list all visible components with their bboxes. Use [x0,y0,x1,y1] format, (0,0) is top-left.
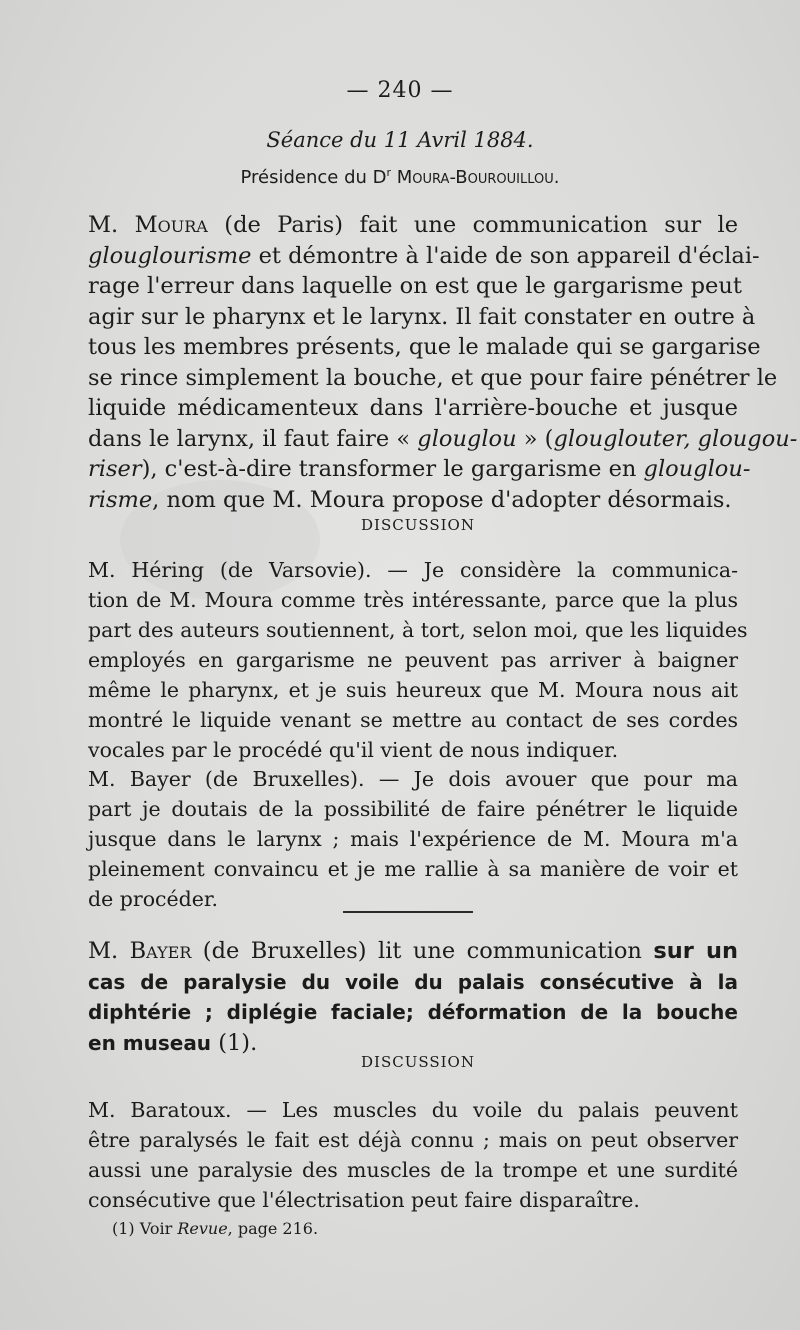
paragraph-hering [88,555,748,765]
text-line: tous les membres présents, que le malade qui se gargarise [88,334,761,360]
text-line: jusque dans le larynx ; mais l'expérience de M. Moura m'a [88,827,738,851]
paragraph-bayer-reply [88,764,738,914]
discussion-heading-2: DISCUSSION [361,1053,475,1071]
text-line: consécutive que l'électrisation peut faire disparaître. [88,1188,640,1212]
text-line: pleinement convaincu et je me rallie à sa manière de voir et [88,857,738,881]
footnote: (1) Voir Revue, page 216. [112,1219,319,1238]
presidence-line [0,166,800,188]
text-line: se rince simplement la bouche, et que pour faire pénétrer le [88,364,778,391]
text-line: M. Héring (de Varsovie). — Je considère la communica- [88,558,738,582]
presidence-sup: r [386,166,392,179]
text-line: employés en gargarisme ne peuvent pas arriver à baigner [88,648,738,672]
text-line: M. Bayer (de Bruxelles) lit une communication sur un [88,938,739,964]
text-line: part je doutais de la possibilité de faire pénétrer le liquide [88,797,738,821]
text-line: risme, nom que M. Moura propose d'adopter désormais. [88,486,732,513]
seance-title: Séance du 11 Avril 1884. [266,128,534,152]
page-number: — 240 — [346,78,454,103]
text-line: de procéder. [88,887,218,911]
paragraph-baratoux [88,1095,738,1215]
text-line: même le pharynx, et je suis heureux que M. Moura nous ait [88,678,738,702]
text-line: dans le larynx, il faut faire « glouglou » (glouglouter, glougou- [88,425,798,452]
paragraph-moura [88,210,798,515]
text-line: rage l'erreur dans laquelle on est que le gargarisme peut [88,273,742,299]
text-line: en museau (1). [88,1029,258,1056]
presidence-prefix: Présidence du D [240,167,387,188]
discussion-heading: DISCUSSION [361,516,475,534]
text-line: diphtérie ; diplégie faciale; déformation de la bouche [88,1000,738,1024]
text-line: M. Moura (de Paris) fait une communication sur le [88,212,739,238]
text-line: être paralysés le fait est déjà connu ; mais on peut observer [88,1128,738,1152]
text-line: part des auteurs soutiennent, à tort, selon moi, que les liquides [88,618,748,642]
text-line: aussi une paralysie des muscles de la trompe et une surdité [88,1158,738,1182]
text-line: montré le liquide venant se mettre au contact de ses cordes [88,708,738,732]
text-line: glouglourisme et démontre à l'aide de son appareil d'éclai- [88,242,760,269]
text-line: riser), c'est-à-dire transformer le gargarisme en glouglou- [88,456,751,482]
text-line: cas de paralysie du voile du palais consécutive à la [88,969,738,994]
text-line: M. Bayer (de Bruxelles). — Je dois avouer que pour ma [88,767,738,791]
text-line: M. Baratoux. — Les muscles du voile du palais peuvent [88,1098,738,1122]
text-line: agir sur le pharynx et le larynx. Il fait constater en outre à [88,303,756,330]
text-line: vocales par le procédé qu'il vient de nous indiquer. [88,738,619,762]
paragraph-bayer-communication [88,936,738,1058]
text-line: liquide médicamenteux dans l'arrière-bouche et jusque [88,395,738,421]
section-divider [343,911,473,913]
text-line: tion de M. Moura comme très intéressante, parce que la plus [88,588,738,612]
presidence-name: Moura-Bourouillou. [396,167,560,188]
